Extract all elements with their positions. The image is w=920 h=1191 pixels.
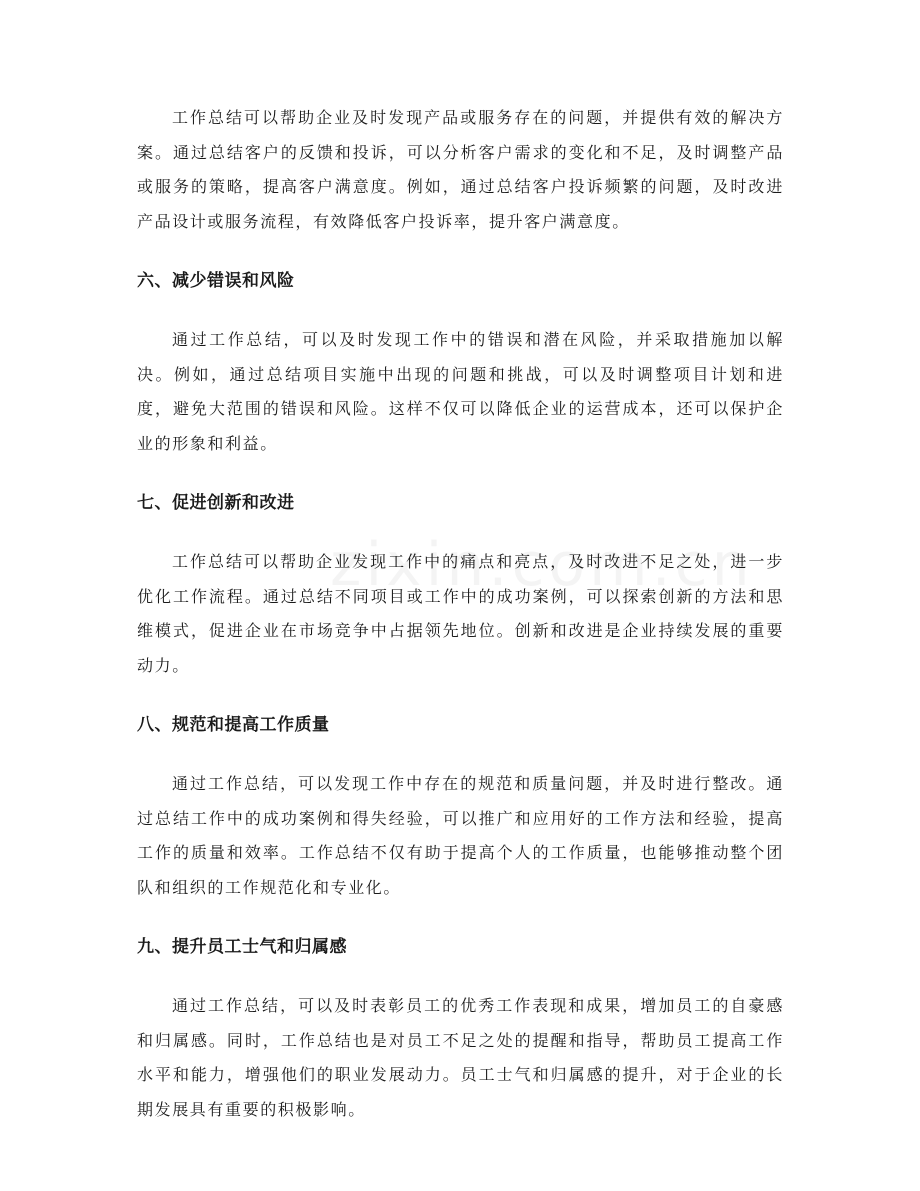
section-heading-9: 九、提升员工士气和归属感 <box>137 937 347 957</box>
intro-paragraph: 工作总结可以帮助企业及时发现产品或服务存在的问题，并提供有效的解决方案。通过总结客户的反馈和投诉，可以分析客户需求的变化和不足，及时调整产品或服务的策略，提高客户满意度。例如，通过总结客户投诉频繁的问题，及时改进产品设计或服务流程，有效降低客户投诉率，提升客户满意度。 <box>137 108 784 231</box>
section-heading-6: 六、减少错误和风险 <box>137 271 295 291</box>
section-heading-8: 八、规范和提高工作质量 <box>137 715 330 735</box>
section-heading-7: 七、促进创新和改进 <box>137 493 295 513</box>
section-body-7: 工作总结可以帮助企业发现工作中的痛点和亮点，及时改进不足之处，进一步优化工作流程。通过总结不同项目或工作中的成功案例，可以探索创新的方法和思维模式，促进企业在市场竞争中占据领先地位。创新和改进是企业持续发展的重要动力。 <box>137 552 784 675</box>
section-body-9: 通过工作总结，可以及时表彰员工的优秀工作表现和成果，增加员工的自豪感和归属感。同时，工作总结也是对员工不足之处的提醒和指导，帮助员工提高工作水平和能力，增强他们的职业发展动力。员工士气和归属感的提升，对于企业的长期发展具有重要的积极影响。 <box>137 996 784 1119</box>
section-body-8: 通过工作总结，可以发现工作中存在的规范和质量问题，并及时进行整改。通过总结工作中的成功案例和得失经验，可以推广和应用好的工作方法和经验，提高工作的质量和效率。工作总结不仅有助于提高个人的工作质量，也能够推动整个团队和组织的工作规范化和专业化。 <box>137 774 784 897</box>
section-body-6: 通过工作总结，可以及时发现工作中的错误和潜在风险，并采取措施加以解决。例如，通过总结项目实施中出现的问题和挑战，可以及时调整项目计划和进度，避免大范围的错误和风险。这样不仅可以降低企业的运营成本，还可以保护企业的形象和利益。 <box>137 330 784 453</box>
